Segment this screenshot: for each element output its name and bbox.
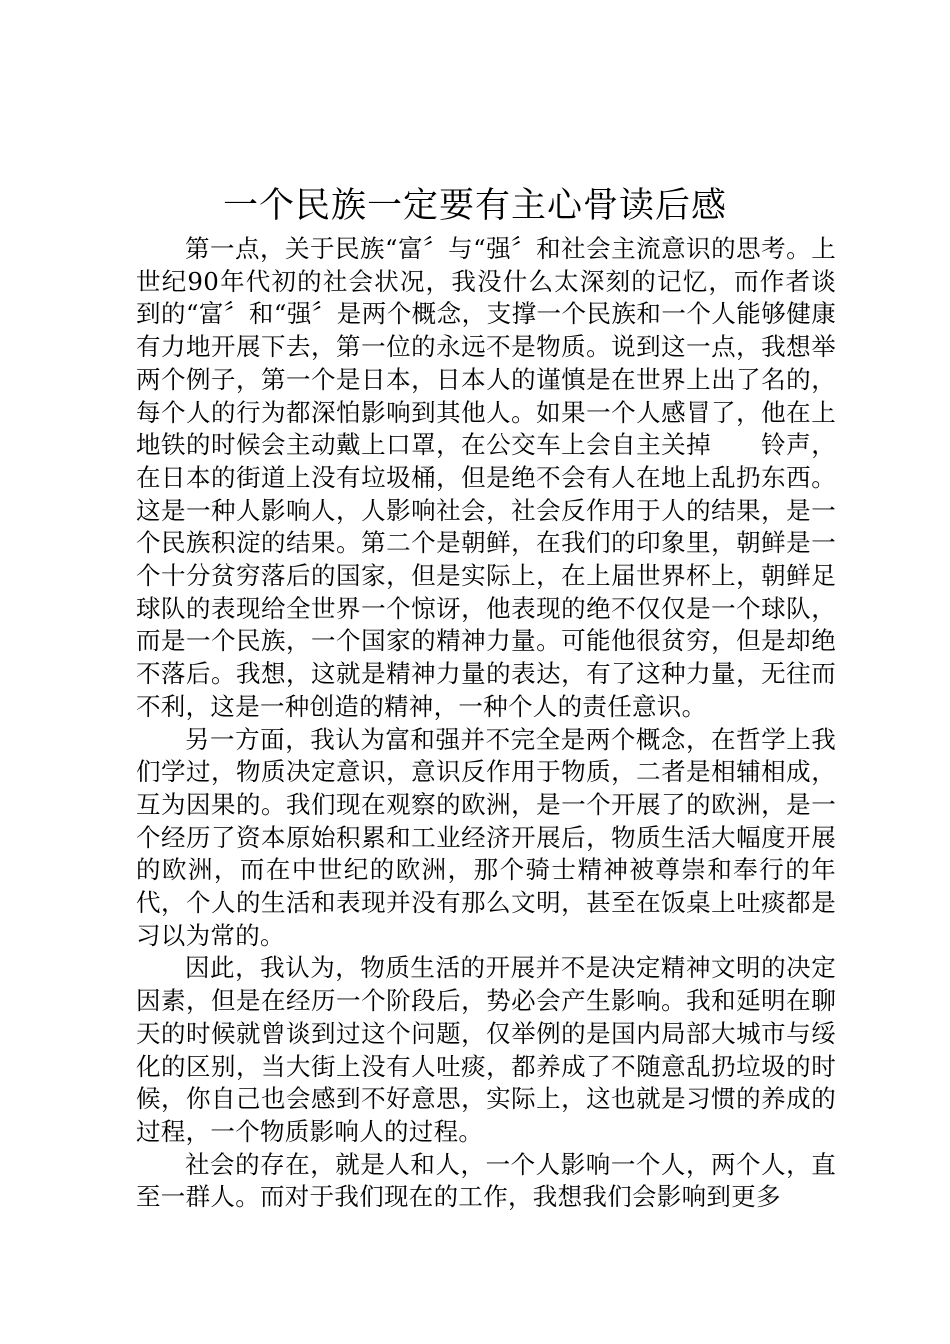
paragraph: 因此，我认为，物质生活的开展并不是决定精神文明的决定因素，但是在经历一个阶段后，势必会产生影响。我和延明在聊天的时候就曾谈到过这个问题，仅举例的是国内局部大城市与绥化的区别，当大街上没有人吐痰，都养成了不随意乱扔垃圾的时候，你自己也会感到不好意思，实际上，这也就是习惯的养成的过程，一个物质影响人的过程。 [136,953,836,1146]
paragraph: 另一方面，我认为富和强并不完全是两个概念，在哲学上我们学过，物质决定意识，意识反作用于物质，二者是相辅相成，互为因果的。我们现在观察的欧洲，是一个开展了的欧洲，是一个经历了资本原始积累和工业经济开展后，物质生活大幅度开展的欧洲，而在中世纪的欧洲，那个骑士精神被尊崇和奉行的年代，个人的生活和表现并没有那么文明，甚至在饭桌上吐痰都是习以为常的。 [136,724,836,950]
document-title: 一个民族一定要有主心骨读后感 [222,186,727,226]
document-body [136,233,836,1214]
paragraph: 社会的存在，就是人和人，一个人影响一个人，两个人，直至一群人。而对于我们现在的工作，我想我们会影响到更多 [136,1149,836,1212]
paragraph: 第一点，关于民族“富〞与“强〞和社会主流意识的思考。上世纪90年代初的社会状况，我没什么太深刻的记忆，而作者谈到的“富〞和“强〞是两个概念，支撑一个民族和一个人能够健康有力地开展下去，第一位的永远不是物质。说到这一点，我想举两个例子，第一个是日本，日本人的谨慎是在世界上出了名的，每个人的行为都深怕影响到其他人。如果一个人感冒了，他在上地铁的时候会主动戴上口罩，在公交车上会自主关掉 铃声，在日本的街道上没有垃圾桶，但是绝不会有人在地上乱扔东西。这是一种人影响人，人影响社会，社会反作用于人的结果，是一个民族积淀的结果。第二个是朝鲜，在我们的印象里，朝鲜是一个十分贫穷落后的国家，但是实际上，在上届世界杯上，朝鲜足球队的表现给全世界一个惊讶，他表现的绝不仅仅是一个球队，而是一个民族，一个国家的精神力量。可能他很贫穷，但是却绝不落后。我想，这就是精神力量的表达，有了这种力量，无往而不利，这是一种创造的精神，一种个人的责任意识。 [136,234,836,721]
